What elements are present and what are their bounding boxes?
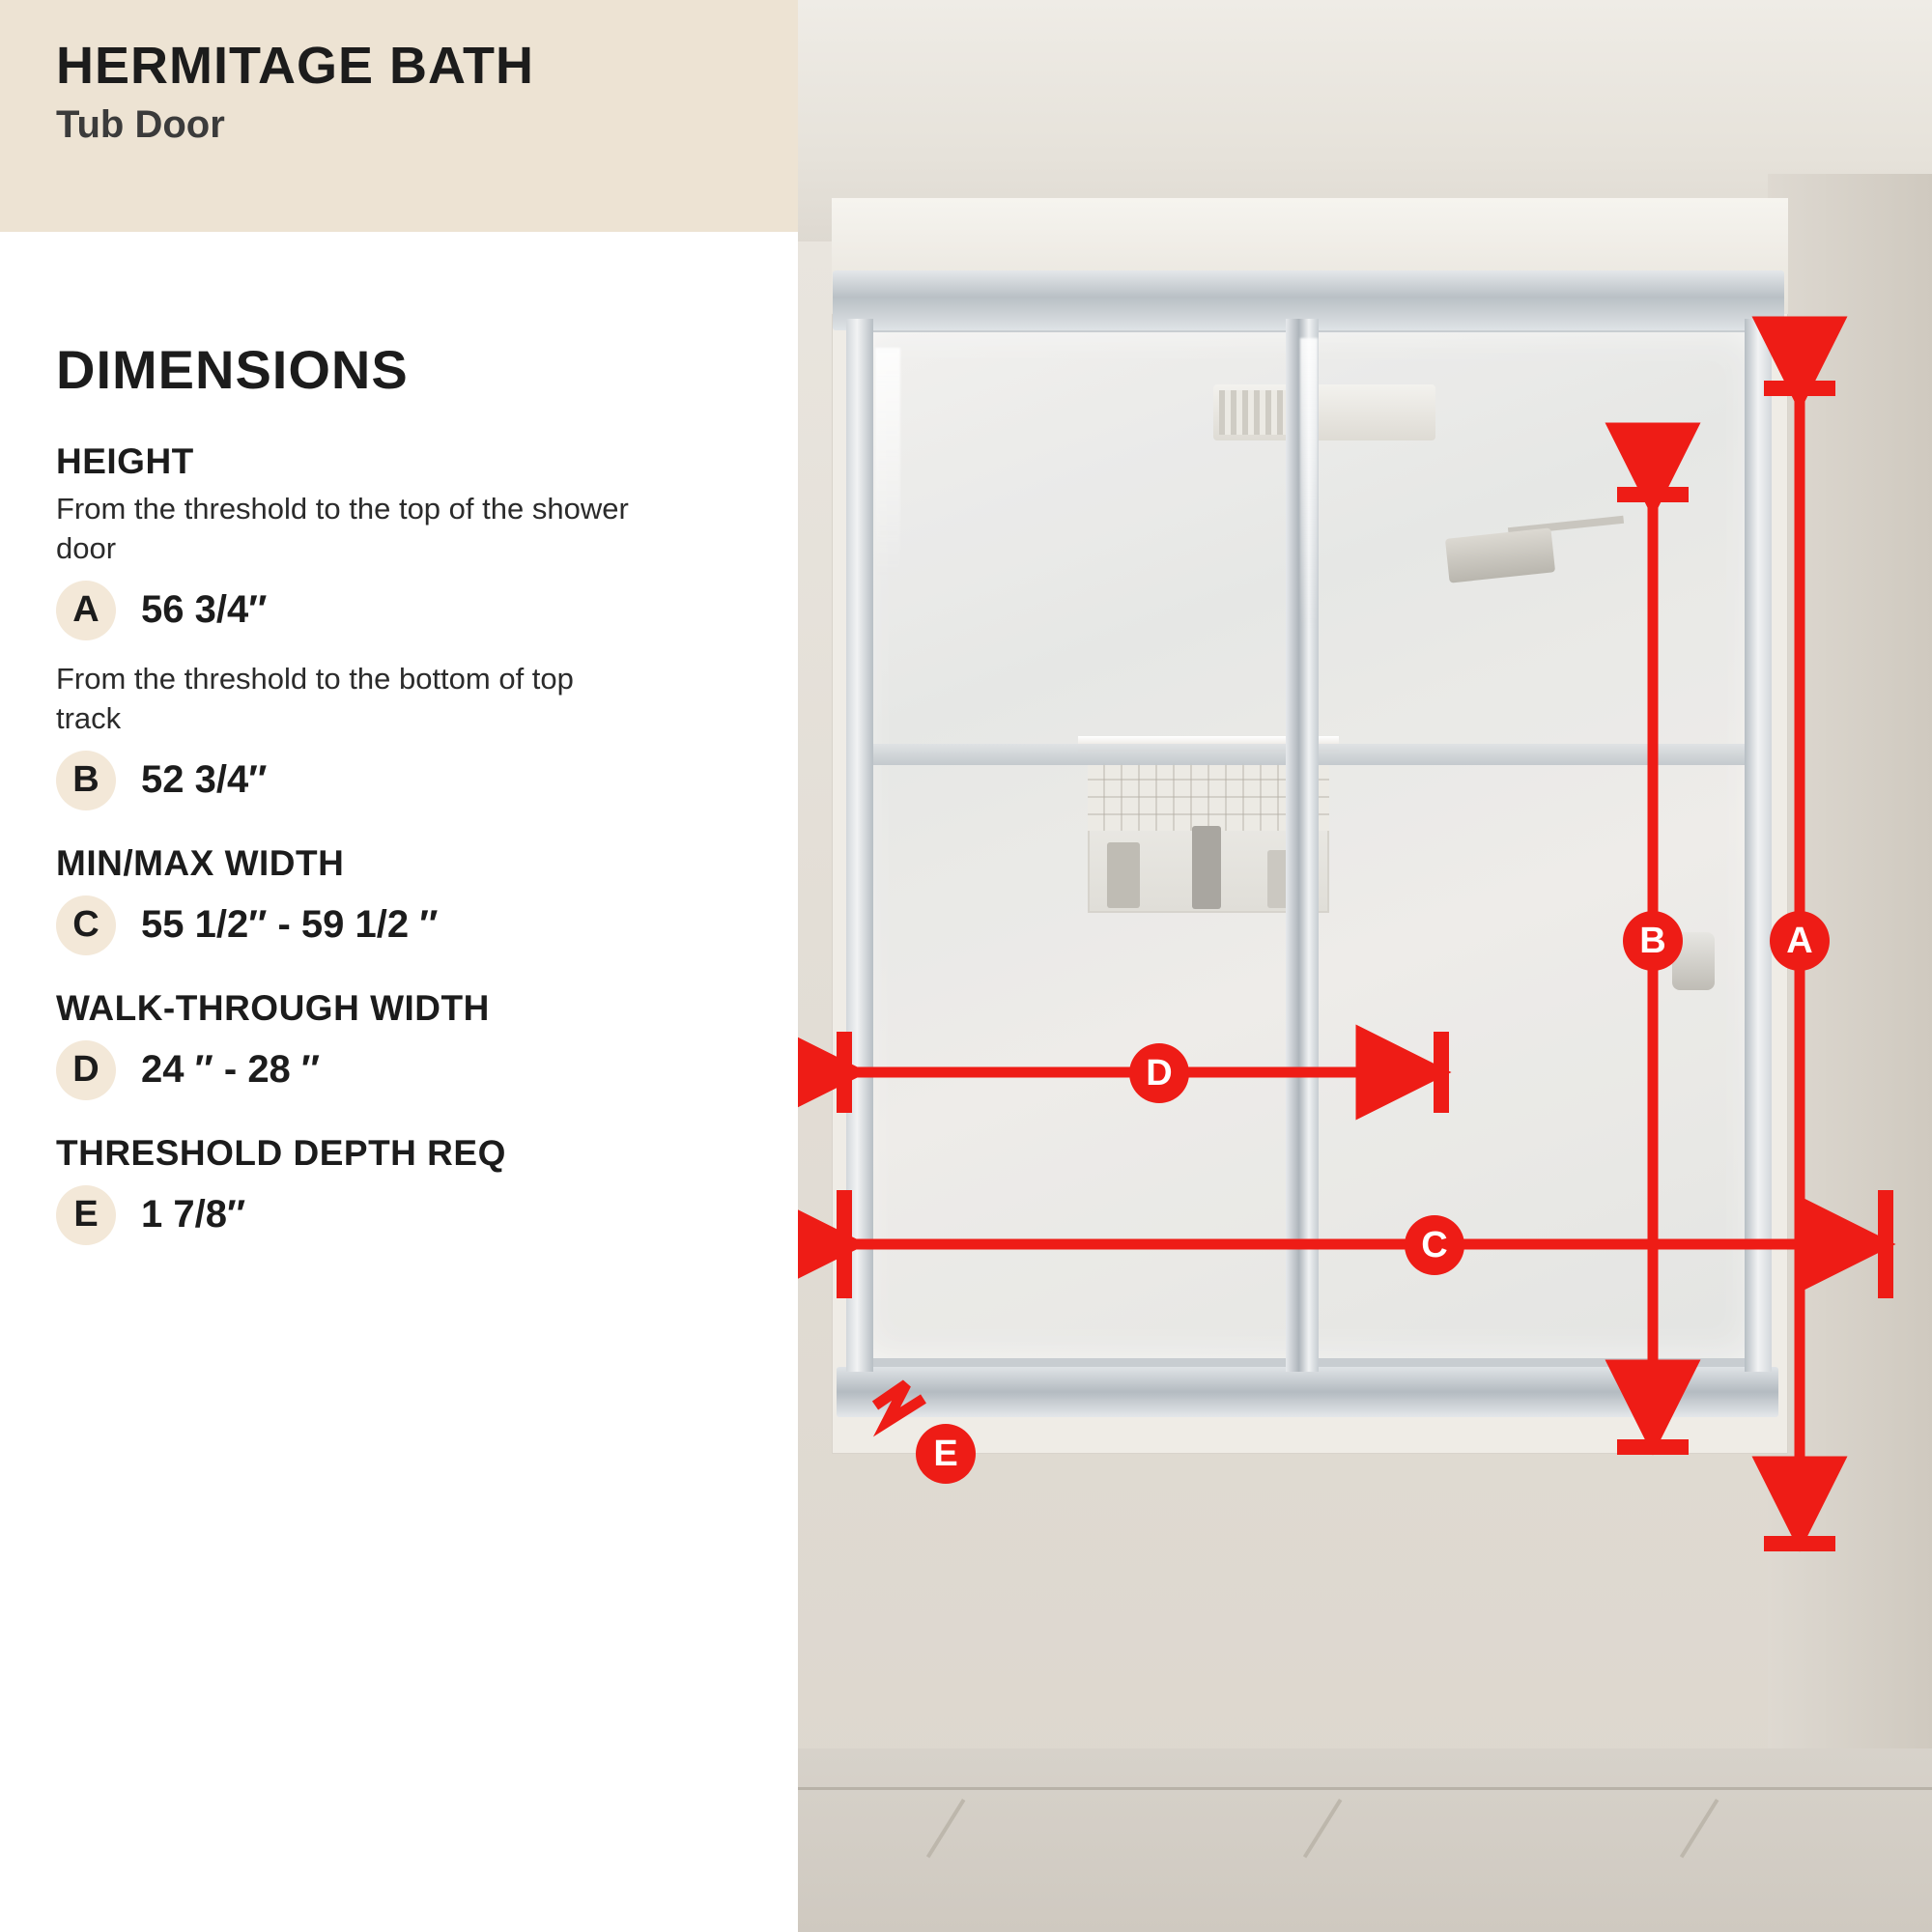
dimension-entry-c: [56, 895, 771, 955]
toiletry-bottle: [1192, 826, 1221, 909]
group-description-2: From the threshold to the bottom of top track: [56, 661, 574, 735]
group-description: From the threshold to the top of the shower door: [56, 492, 629, 565]
overlay-label-a: A: [1770, 911, 1830, 971]
floor-tile-seam: [1303, 1799, 1342, 1858]
badge-e: E: [56, 1185, 116, 1245]
badge-a: A: [56, 581, 116, 640]
dimension-entry-e: [56, 1185, 771, 1245]
dimension-group-threshold-depth: [56, 1133, 771, 1245]
overlay-label-b: B: [1623, 911, 1683, 971]
glass-highlight: [1300, 338, 1318, 628]
floor-tile-seam: [926, 1799, 965, 1858]
badge-b: B: [56, 751, 116, 810]
overlay-label-d: D: [1129, 1043, 1189, 1103]
right-wall: [1768, 174, 1932, 1932]
dimension-entry-a: [56, 581, 771, 640]
left-stile: [846, 319, 873, 1372]
brand-subtitle: Tub Door: [56, 102, 225, 146]
dimension-entry-b: [56, 751, 771, 810]
floor-tile-line: [798, 1787, 1932, 1790]
group-title: THRESHOLD DEPTH REQ: [56, 1132, 506, 1173]
dimensions-section: [56, 338, 771, 1278]
floor-tile-seam: [1680, 1799, 1719, 1858]
toiletry-bottle: [1107, 842, 1140, 908]
dimensions-heading: DIMENSIONS: [56, 339, 409, 400]
dimension-entry-d: [56, 1040, 771, 1100]
product-photo: [798, 0, 1932, 1932]
glass-highlight: [875, 348, 900, 580]
group-title: MIN/MAX WIDTH: [56, 842, 345, 883]
dimension-group-walkthrough-width: [56, 988, 771, 1100]
info-panel: [0, 0, 798, 1932]
overlay-label-e: E: [916, 1424, 976, 1484]
value-e: 1 7/8″: [141, 1193, 246, 1236]
right-stile: [1745, 319, 1772, 1372]
dimension-group-height: [56, 441, 771, 810]
group-title: HEIGHT: [56, 441, 194, 481]
brand-title: HERMITAGE BATH: [56, 37, 534, 95]
value-a: 56 3/4″: [141, 588, 268, 632]
brand-header: [0, 0, 798, 232]
floor: [798, 1748, 1932, 1932]
value-c: 55 1/2″ - 59 1/2 ″: [141, 903, 439, 947]
overlay-label-c: C: [1405, 1215, 1464, 1275]
value-b: 52 3/4″: [141, 758, 268, 802]
badge-d: D: [56, 1040, 116, 1100]
badge-c: C: [56, 895, 116, 955]
value-d: 24 ″ - 28 ″: [141, 1048, 321, 1092]
group-title: WALK-THROUGH WIDTH: [56, 987, 490, 1028]
dimension-group-minmax-width: [56, 843, 771, 955]
bottom-track-threshold[interactable]: [837, 1367, 1778, 1417]
